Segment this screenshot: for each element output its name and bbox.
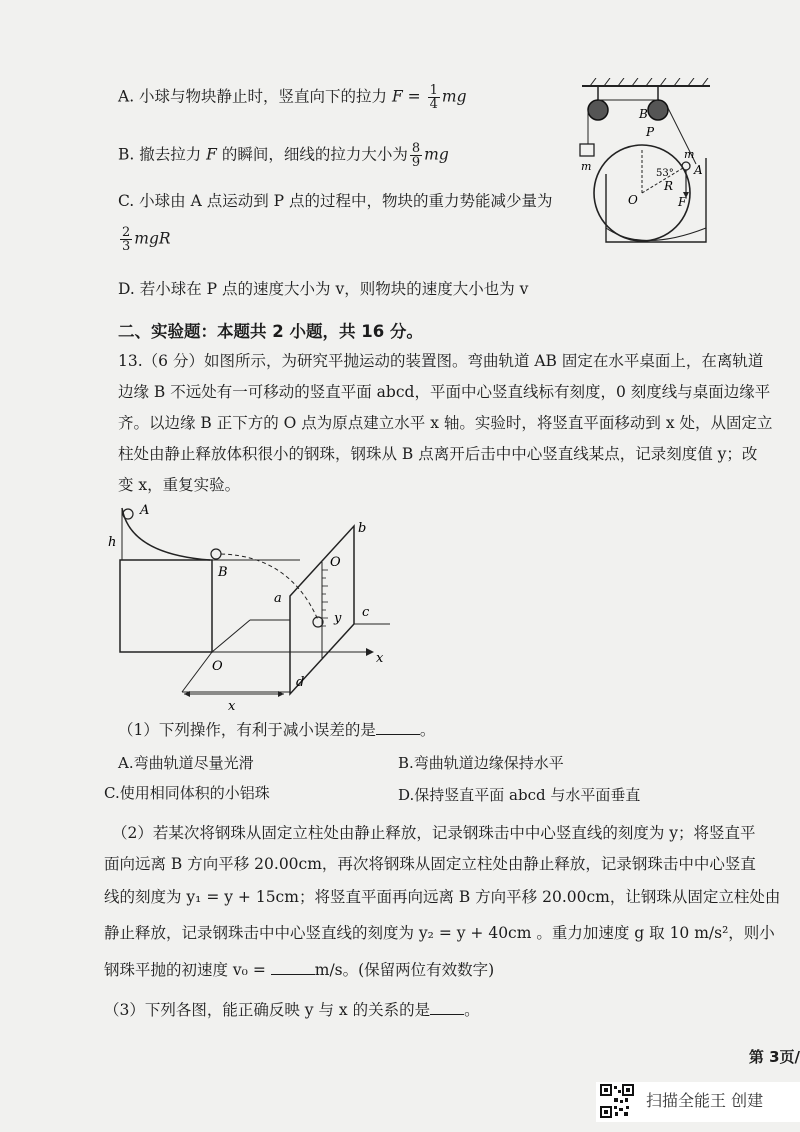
q13-part1-option-b: B.弯曲轨道边缘保持水平 xyxy=(398,754,564,772)
svg-text:O: O xyxy=(212,659,223,674)
page-number: 第 3页/ xyxy=(748,1048,800,1066)
left-pulley xyxy=(588,100,608,120)
ball-m xyxy=(682,162,690,170)
svg-text:m: m xyxy=(581,160,592,173)
svg-text:x: x xyxy=(376,651,384,666)
svg-text:O: O xyxy=(628,193,638,207)
q13-part2-line-3: 线的刻度为 y₁ = y + 15cm；将竖直平面再向远离 B 方向平移 20.00cm，让钢珠从固定立柱处由 xyxy=(104,888,781,906)
q12-figure xyxy=(570,78,720,258)
svg-text:F: F xyxy=(678,195,687,209)
answer-blank-1[interactable] xyxy=(376,718,420,735)
svg-text:P: P xyxy=(646,125,655,139)
svg-text:c: c xyxy=(362,605,370,620)
svg-text:h: h xyxy=(108,535,117,550)
scanner-credit: 扫描全能王 创建 xyxy=(646,1091,764,1110)
q12-option-c: C. 小球由 A 点运动到 P 点的过程中，物块的重力势能减少量为 xyxy=(118,192,553,210)
svg-text:A: A xyxy=(140,503,150,518)
q13-part1-option-d: D.保持竖直平面 abcd 与水平面垂直 xyxy=(398,786,641,804)
svg-text:O: O xyxy=(330,555,341,570)
svg-text:A: A xyxy=(694,163,703,177)
q13-intro-line-5: 变 x，重复实验。 xyxy=(118,476,241,494)
q13-apparatus-figure xyxy=(100,496,400,714)
q13-part2-line-1: （2）若某次将钢珠从固定立柱处由静止释放，记录钢珠击中中心竖直线的刻度为 y；将竖直平 xyxy=(112,824,756,842)
q12-option-b: B. 撤去拉力 F 的瞬间，细线的拉力大小为 $\frac{8}{9}$ mg xyxy=(118,141,449,170)
svg-text:53°: 53° xyxy=(656,168,674,179)
section-title: 二、实验题：本题共 2 小题，共 16 分。 xyxy=(118,322,423,341)
block-m xyxy=(580,144,594,156)
trajectory xyxy=(221,554,318,620)
ceiling-hatch xyxy=(590,78,708,86)
curved-track xyxy=(122,508,210,560)
q13-intro-line-2: 边缘 B 不远处有一可移动的竖直平面 abcd，平面中心竖直线标有刻度，0 刻度线与桌面边缘平 xyxy=(118,383,771,401)
svg-text:b: b xyxy=(358,521,367,536)
svg-text:x: x xyxy=(228,699,236,714)
q12-option-c-value: $\frac{2}{3}$ mgR xyxy=(122,225,171,254)
q13-part3-question: （3）下列各图，能正确反映 y 与 x 的关系的是 。 xyxy=(104,998,480,1021)
q12-option-a: A. 小球与物块静止时，竖直向下的拉力 F = $\frac{1}{4}$ mg xyxy=(118,83,467,112)
svg-text:a: a xyxy=(274,591,282,606)
qr-code-icon xyxy=(600,1084,634,1118)
svg-text:R: R xyxy=(664,179,674,193)
right-pulley xyxy=(648,100,668,120)
q13-part1-option-a: A.弯曲轨道尽量光滑 xyxy=(118,754,254,772)
answer-blank-2[interactable] xyxy=(271,958,315,975)
svg-text:m: m xyxy=(684,148,695,161)
svg-text:y: y xyxy=(334,611,342,626)
q13-part2-line-5: 钢珠平抛的初速度 v₀ = m/s。(保留两位有效数字) xyxy=(104,958,494,981)
q13-intro-line-3: 齐。以边缘 B 正下方的 O 点为原点建立水平 x 轴。实验时，将竖直平面移动到 x 处，从固定立 xyxy=(118,414,773,432)
q13-part1-question: （1）下列操作，有利于减小误差的是 。 xyxy=(118,718,435,741)
svg-text:B: B xyxy=(639,107,648,121)
q13-part2-line-4: 静止释放，记录钢珠击中中心竖直线的刻度为 y₂ = y + 40cm 。重力加速度 g 取 10 m/s²，则小 xyxy=(104,924,775,942)
svg-text:B: B xyxy=(218,565,228,580)
q13-intro-line-1: 13.（6 分）如图所示，为研究平抛运动的装置图。弯曲轨道 AB 固定在水平桌面上，在离轨道 xyxy=(118,352,764,370)
q12-option-d: D. 若小球在 P 点的速度大小为 v，则物块的速度大小也为 v xyxy=(118,280,529,298)
svg-text:d: d xyxy=(296,675,305,690)
answer-blank-3[interactable] xyxy=(430,998,464,1015)
q13-part1-option-c: C.使用相同体积的小铝珠 xyxy=(104,784,270,802)
desk xyxy=(120,560,212,652)
q13-intro-line-4: 柱处由静止释放体积很小的钢珠，钢珠从 B 点离开后击中中心竖直线某点，记录刻度值 y；改 xyxy=(118,445,758,463)
q13-part2-line-2: 面向远离 B 方向平移 20.00cm，再次将钢珠从固定立柱处由静止释放，记录钢珠击中中心竖直 xyxy=(104,855,756,873)
